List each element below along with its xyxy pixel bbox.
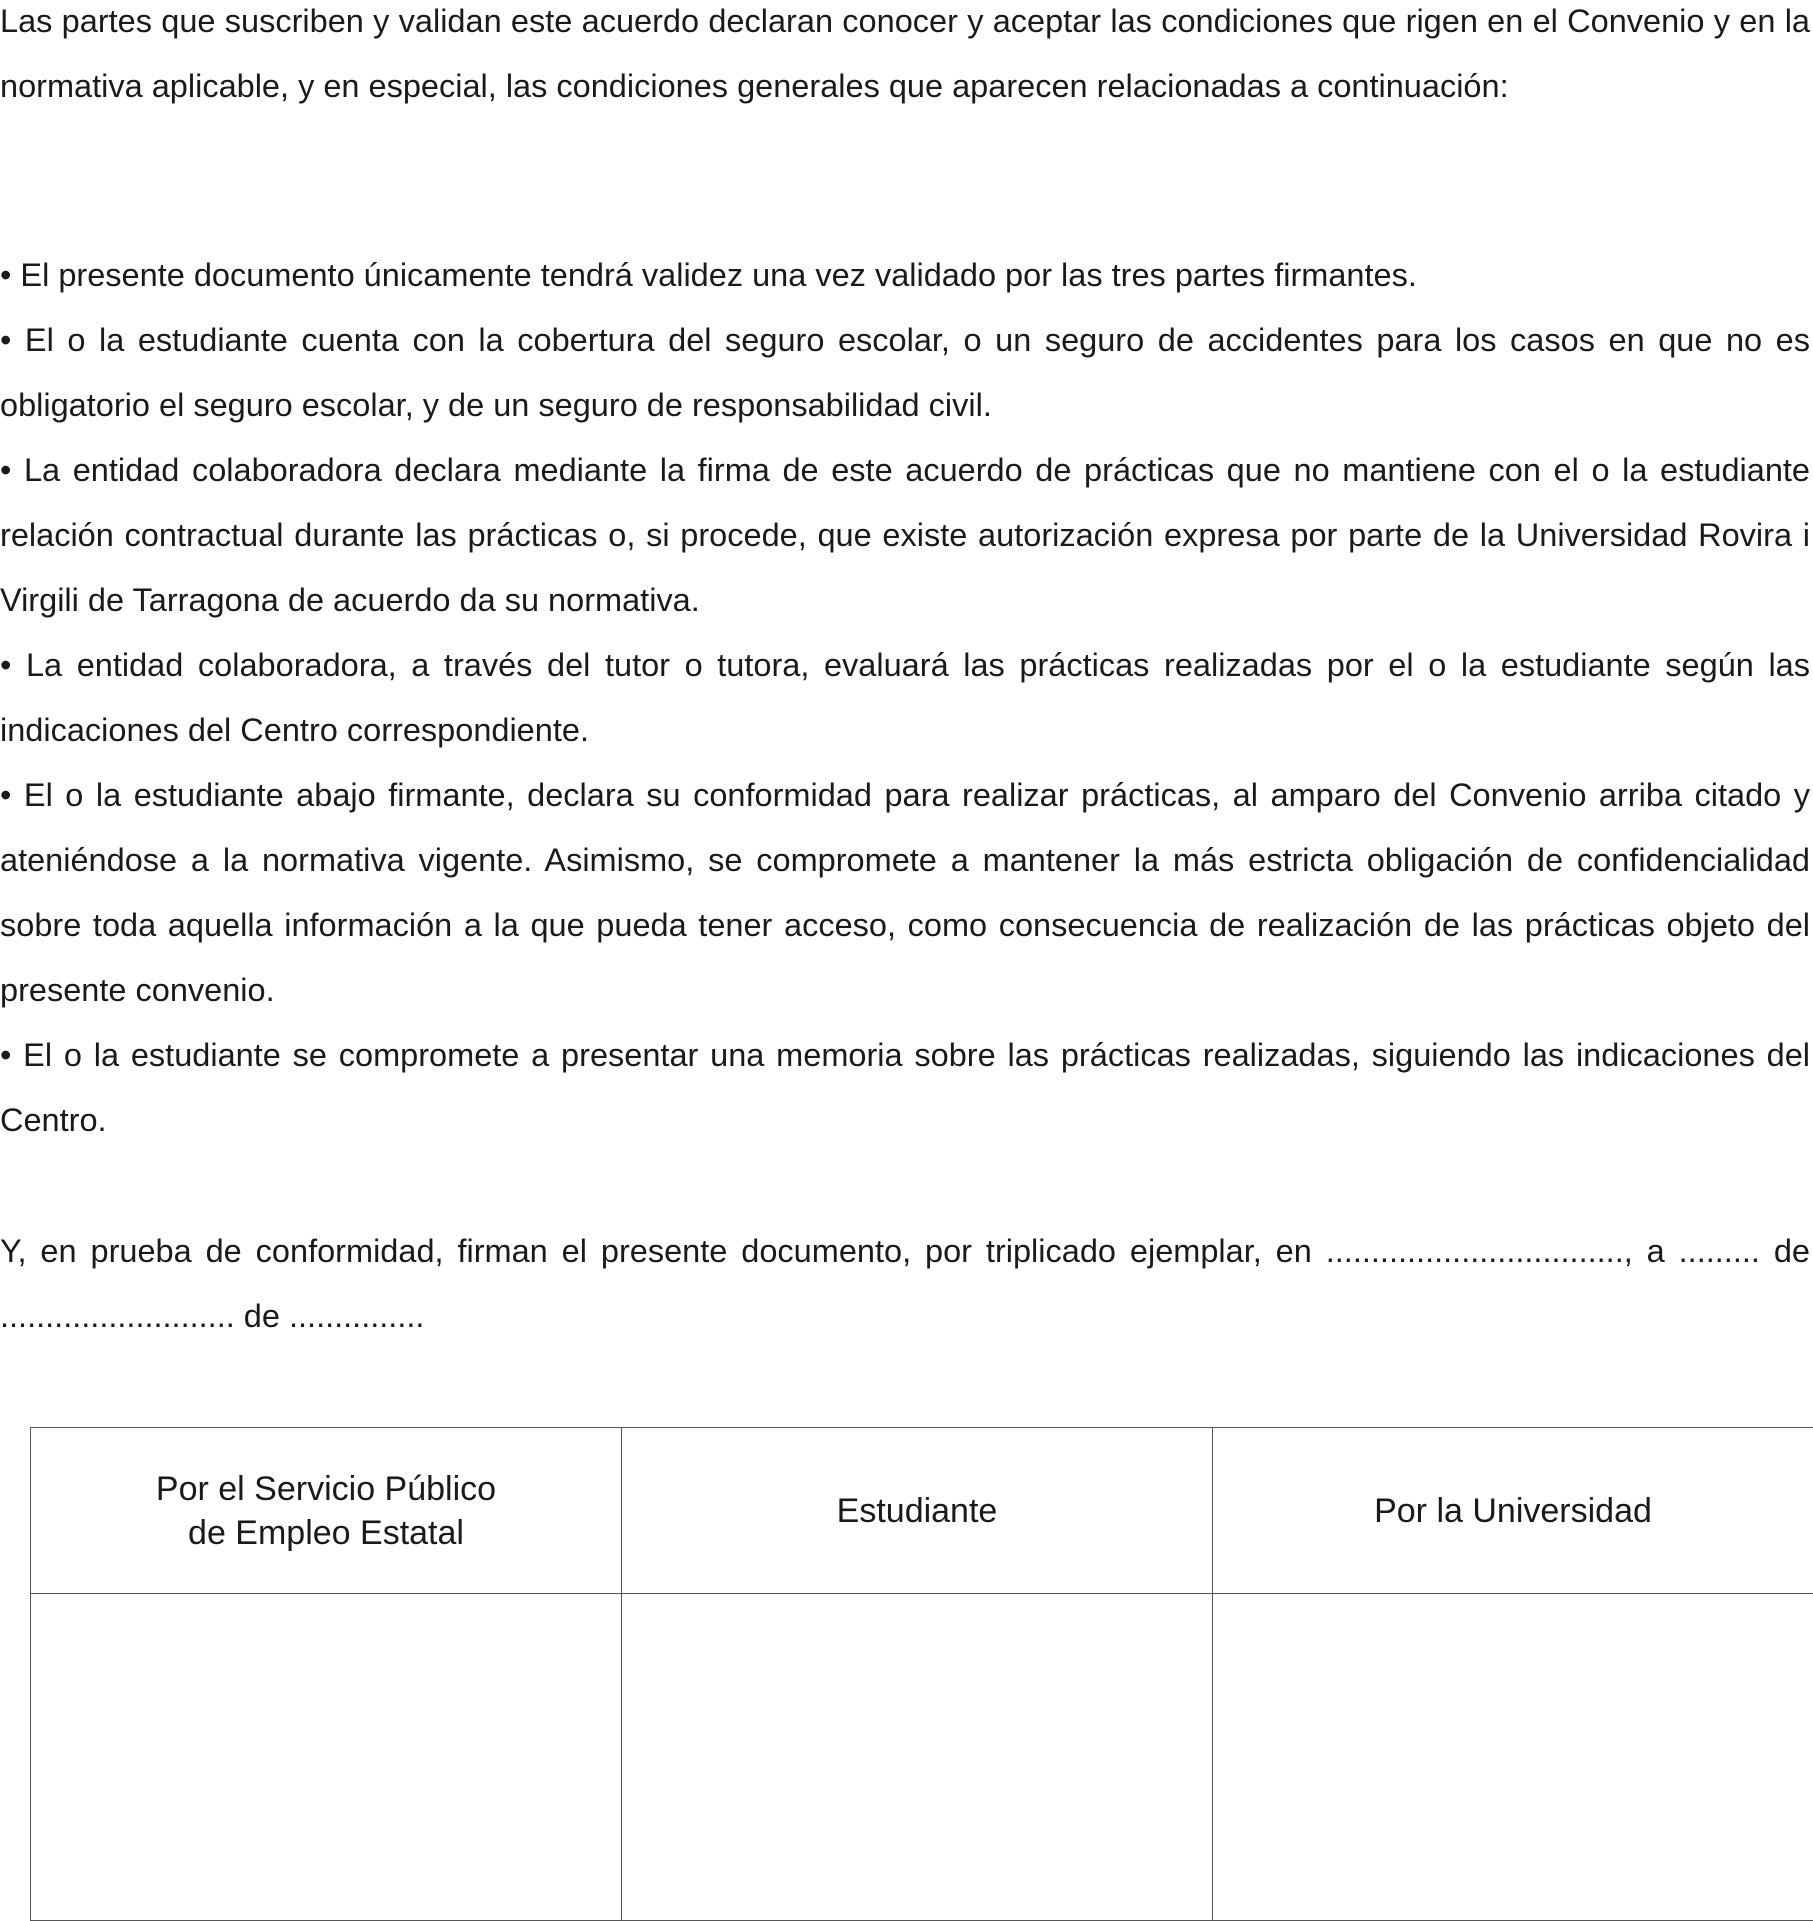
condition-item: • La entidad colaboradora declara mediante la firma de este acuerdo de prácticas que no mantiene con el o la estudiante relación contractual durante las prácticas o, si procede, que existe autorización expresa por parte de la Universidad Rovira i Virgili de Tarragona de acuerdo da su normativa. [0,438,1810,633]
condition-item: • La entidad colaboradora, a través del tutor o tutora, evaluará las prácticas realizadas por el o la estudiante según las indicaciones del Centro correspondiente. [0,633,1810,763]
condition-item: • El o la estudiante abajo firmante, declara su conformidad para realizar prácticas, al amparo del Convenio arriba citado y ateniéndose a la normativa vigente. Asimismo, se compromete a mantener la más estricta obligación de confidencialidad sobre toda aquella información a la que pueda tener acceso, como consecuencia de realización de las prácticas objeto del presente convenio. [0,763,1810,1023]
intro-paragraph: Las partes que suscriben y validan este acuerdo declaran conocer y aceptar las condiciones que rigen en el Convenio y en la normativa aplicable, y en especial, las condiciones generales que aparecen relacionadas a continuación: [0,0,1810,119]
conditions-list [0,243,1810,1153]
condition-item: • El o la estudiante cuenta con la cobertura del seguro escolar, o un seguro de accidentes para los casos en que no es obligatorio el seguro escolar, y de un seguro de responsabilidad civil. [0,308,1810,438]
signature-header-student: Estudiante [622,1428,1213,1594]
signature-header-sepe [31,1428,622,1594]
signature-space-row [31,1594,1813,1921]
sepe-line-1: Por el Servicio Público [31,1467,621,1511]
condition-item: • El presente documento únicamente tendrá validez una vez validado por las tres partes firmantes. [0,243,1810,308]
signature-header-row [31,1428,1813,1594]
signature-table [30,1427,1813,1921]
signature-space-university [1213,1594,1813,1921]
signature-header-university: Por la Universidad [1213,1428,1813,1594]
closing-paragraph: Y, en prueba de conformidad, firman el presente documento, por triplicado ejemplar, en ................................., a ......... de .......................... de ............... [0,1219,1810,1349]
condition-item: • El o la estudiante se compromete a presentar una memoria sobre las prácticas realizadas, siguiendo las indicaciones del Centro. [0,1023,1810,1153]
sepe-line-2: de Empleo Estatal [31,1511,621,1555]
signature-space-sepe [31,1594,622,1921]
signature-space-student [622,1594,1213,1921]
